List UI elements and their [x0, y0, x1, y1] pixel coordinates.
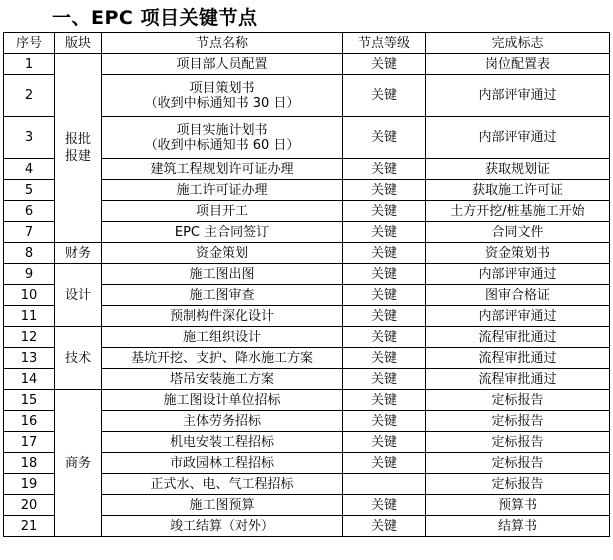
row-number: 18: [4, 453, 55, 474]
node-level: 关键: [343, 348, 426, 369]
node-level: 关键: [343, 54, 426, 75]
node-name: 市政园林工程招标: [102, 453, 343, 474]
row-number: 15: [4, 390, 55, 411]
completion-mark: 土方开挖/桩基施工开始: [426, 201, 610, 222]
node-level: 关键: [343, 75, 426, 117]
row-number: 1: [4, 54, 55, 75]
completion-mark: 流程审批通过: [426, 327, 610, 348]
row-number: 8: [4, 243, 55, 264]
row-number: 20: [4, 495, 55, 516]
node-level: [343, 474, 426, 495]
row-number: 21: [4, 516, 55, 537]
completion-mark: 岗位配置表: [426, 54, 610, 75]
table-row: [4, 390, 610, 411]
completion-mark: 内部评审通过: [426, 264, 610, 285]
node-name-line: 项目实施计划书: [176, 122, 268, 138]
section-label: 报批: [64, 132, 91, 147]
row-number: 10: [4, 285, 55, 306]
completion-mark: 定标报告: [426, 390, 610, 411]
table-row: [4, 54, 610, 75]
node-level: 关键: [343, 495, 426, 516]
key-nodes-table: [3, 32, 610, 537]
node-level: 关键: [343, 222, 426, 243]
row-number: 2: [4, 75, 55, 117]
header-completion-mark: 完成标志: [426, 33, 610, 54]
node-name: 项目部人员配置: [102, 54, 343, 75]
page-title: 一、EPC 项目关键节点: [52, 7, 258, 29]
header-node-name: 节点名称: [102, 33, 343, 54]
header-no: 序号: [4, 33, 55, 54]
node-name: 基坑开挖、支护、降水施工方案: [102, 348, 343, 369]
node-level: 关键: [343, 264, 426, 285]
node-level: 关键: [343, 369, 426, 390]
section-label: 报建: [64, 149, 91, 164]
node-level: 关键: [343, 243, 426, 264]
table-row: [4, 327, 610, 348]
node-name-line: 项目策划书: [189, 80, 255, 96]
completion-mark: 结算书: [426, 516, 610, 537]
node-name: 项目开工: [102, 201, 343, 222]
section-cell-approval: [55, 54, 102, 243]
completion-mark: 流程审批通过: [426, 348, 610, 369]
node-level: 关键: [343, 327, 426, 348]
row-number: 6: [4, 201, 55, 222]
completion-mark: 预算书: [426, 495, 610, 516]
completion-mark: 图审合格证: [426, 285, 610, 306]
node-level: 关键: [343, 201, 426, 222]
completion-mark: 内部评审通过: [426, 306, 610, 327]
completion-mark: 内部评审通过: [426, 75, 610, 117]
section-label: 财务: [64, 245, 91, 261]
completion-mark: 获取施工许可证: [426, 180, 610, 201]
node-name: 竣工结算（对外）: [102, 516, 343, 537]
node-name: 施工图预算: [102, 495, 343, 516]
node-name: [102, 117, 343, 159]
node-name-note: （收到中标通知书 30 日）: [144, 95, 300, 111]
node-level: 关键: [343, 159, 426, 180]
row-number: 13: [4, 348, 55, 369]
row-number: 4: [4, 159, 55, 180]
row-number: 19: [4, 474, 55, 495]
node-name-note: （收到中标通知书 60 日）: [144, 137, 300, 153]
node-name: 建筑工程规划许可证办理: [102, 159, 343, 180]
table-row: [4, 243, 610, 264]
node-level: 关键: [343, 117, 426, 159]
section-label: 设计: [64, 287, 91, 303]
node-level: 关键: [343, 432, 426, 453]
completion-mark: 定标报告: [426, 474, 610, 495]
node-name: 正式水、电、气工程招标: [102, 474, 343, 495]
row-number: 12: [4, 327, 55, 348]
section-cell-design: [55, 264, 102, 327]
completion-mark: 内部评审通过: [426, 117, 610, 159]
row-number: 16: [4, 411, 55, 432]
row-number: 3: [4, 117, 55, 159]
row-number: 9: [4, 264, 55, 285]
completion-mark: 资金策划书: [426, 243, 610, 264]
table-row: [4, 264, 610, 285]
node-level: 关键: [343, 411, 426, 432]
section-label: 技术: [64, 350, 91, 366]
node-name: 机电安装工程招标: [102, 432, 343, 453]
row-number: 17: [4, 432, 55, 453]
node-level: 关键: [343, 306, 426, 327]
node-name: 主体劳务招标: [102, 411, 343, 432]
header-node-level: 节点等级: [343, 33, 426, 54]
node-level: 关键: [343, 453, 426, 474]
completion-mark: 获取规划证: [426, 159, 610, 180]
node-name: [102, 75, 343, 117]
completion-mark: 合同文件: [426, 222, 610, 243]
completion-mark: 定标报告: [426, 453, 610, 474]
node-name: 施工许可证办理: [102, 180, 343, 201]
node-name: 塔吊安装施工方案: [102, 369, 343, 390]
section-cell-technical: [55, 327, 102, 390]
completion-mark: 流程审批通过: [426, 369, 610, 390]
node-name: EPC 主合同签订: [102, 222, 343, 243]
section-label: 商务: [64, 455, 91, 471]
node-level: 关键: [343, 180, 426, 201]
node-name: 施工图出图: [102, 264, 343, 285]
table-header-row: [4, 33, 610, 54]
header-section: 版块: [55, 33, 102, 54]
row-number: 5: [4, 180, 55, 201]
row-number: 14: [4, 369, 55, 390]
node-name: 施工图设计单位招标: [102, 390, 343, 411]
section-cell-commercial: [55, 390, 102, 537]
node-level: 关键: [343, 285, 426, 306]
node-level: 关键: [343, 390, 426, 411]
node-level: 关键: [343, 516, 426, 537]
node-name: 施工图审查: [102, 285, 343, 306]
row-number: 11: [4, 306, 55, 327]
completion-mark: 定标报告: [426, 411, 610, 432]
completion-mark: 定标报告: [426, 432, 610, 453]
section-cell-finance: [55, 243, 102, 264]
row-number: 7: [4, 222, 55, 243]
node-name: 资金策划: [102, 243, 343, 264]
node-name: 预制构件深化设计: [102, 306, 343, 327]
node-name: 施工组织设计: [102, 327, 343, 348]
